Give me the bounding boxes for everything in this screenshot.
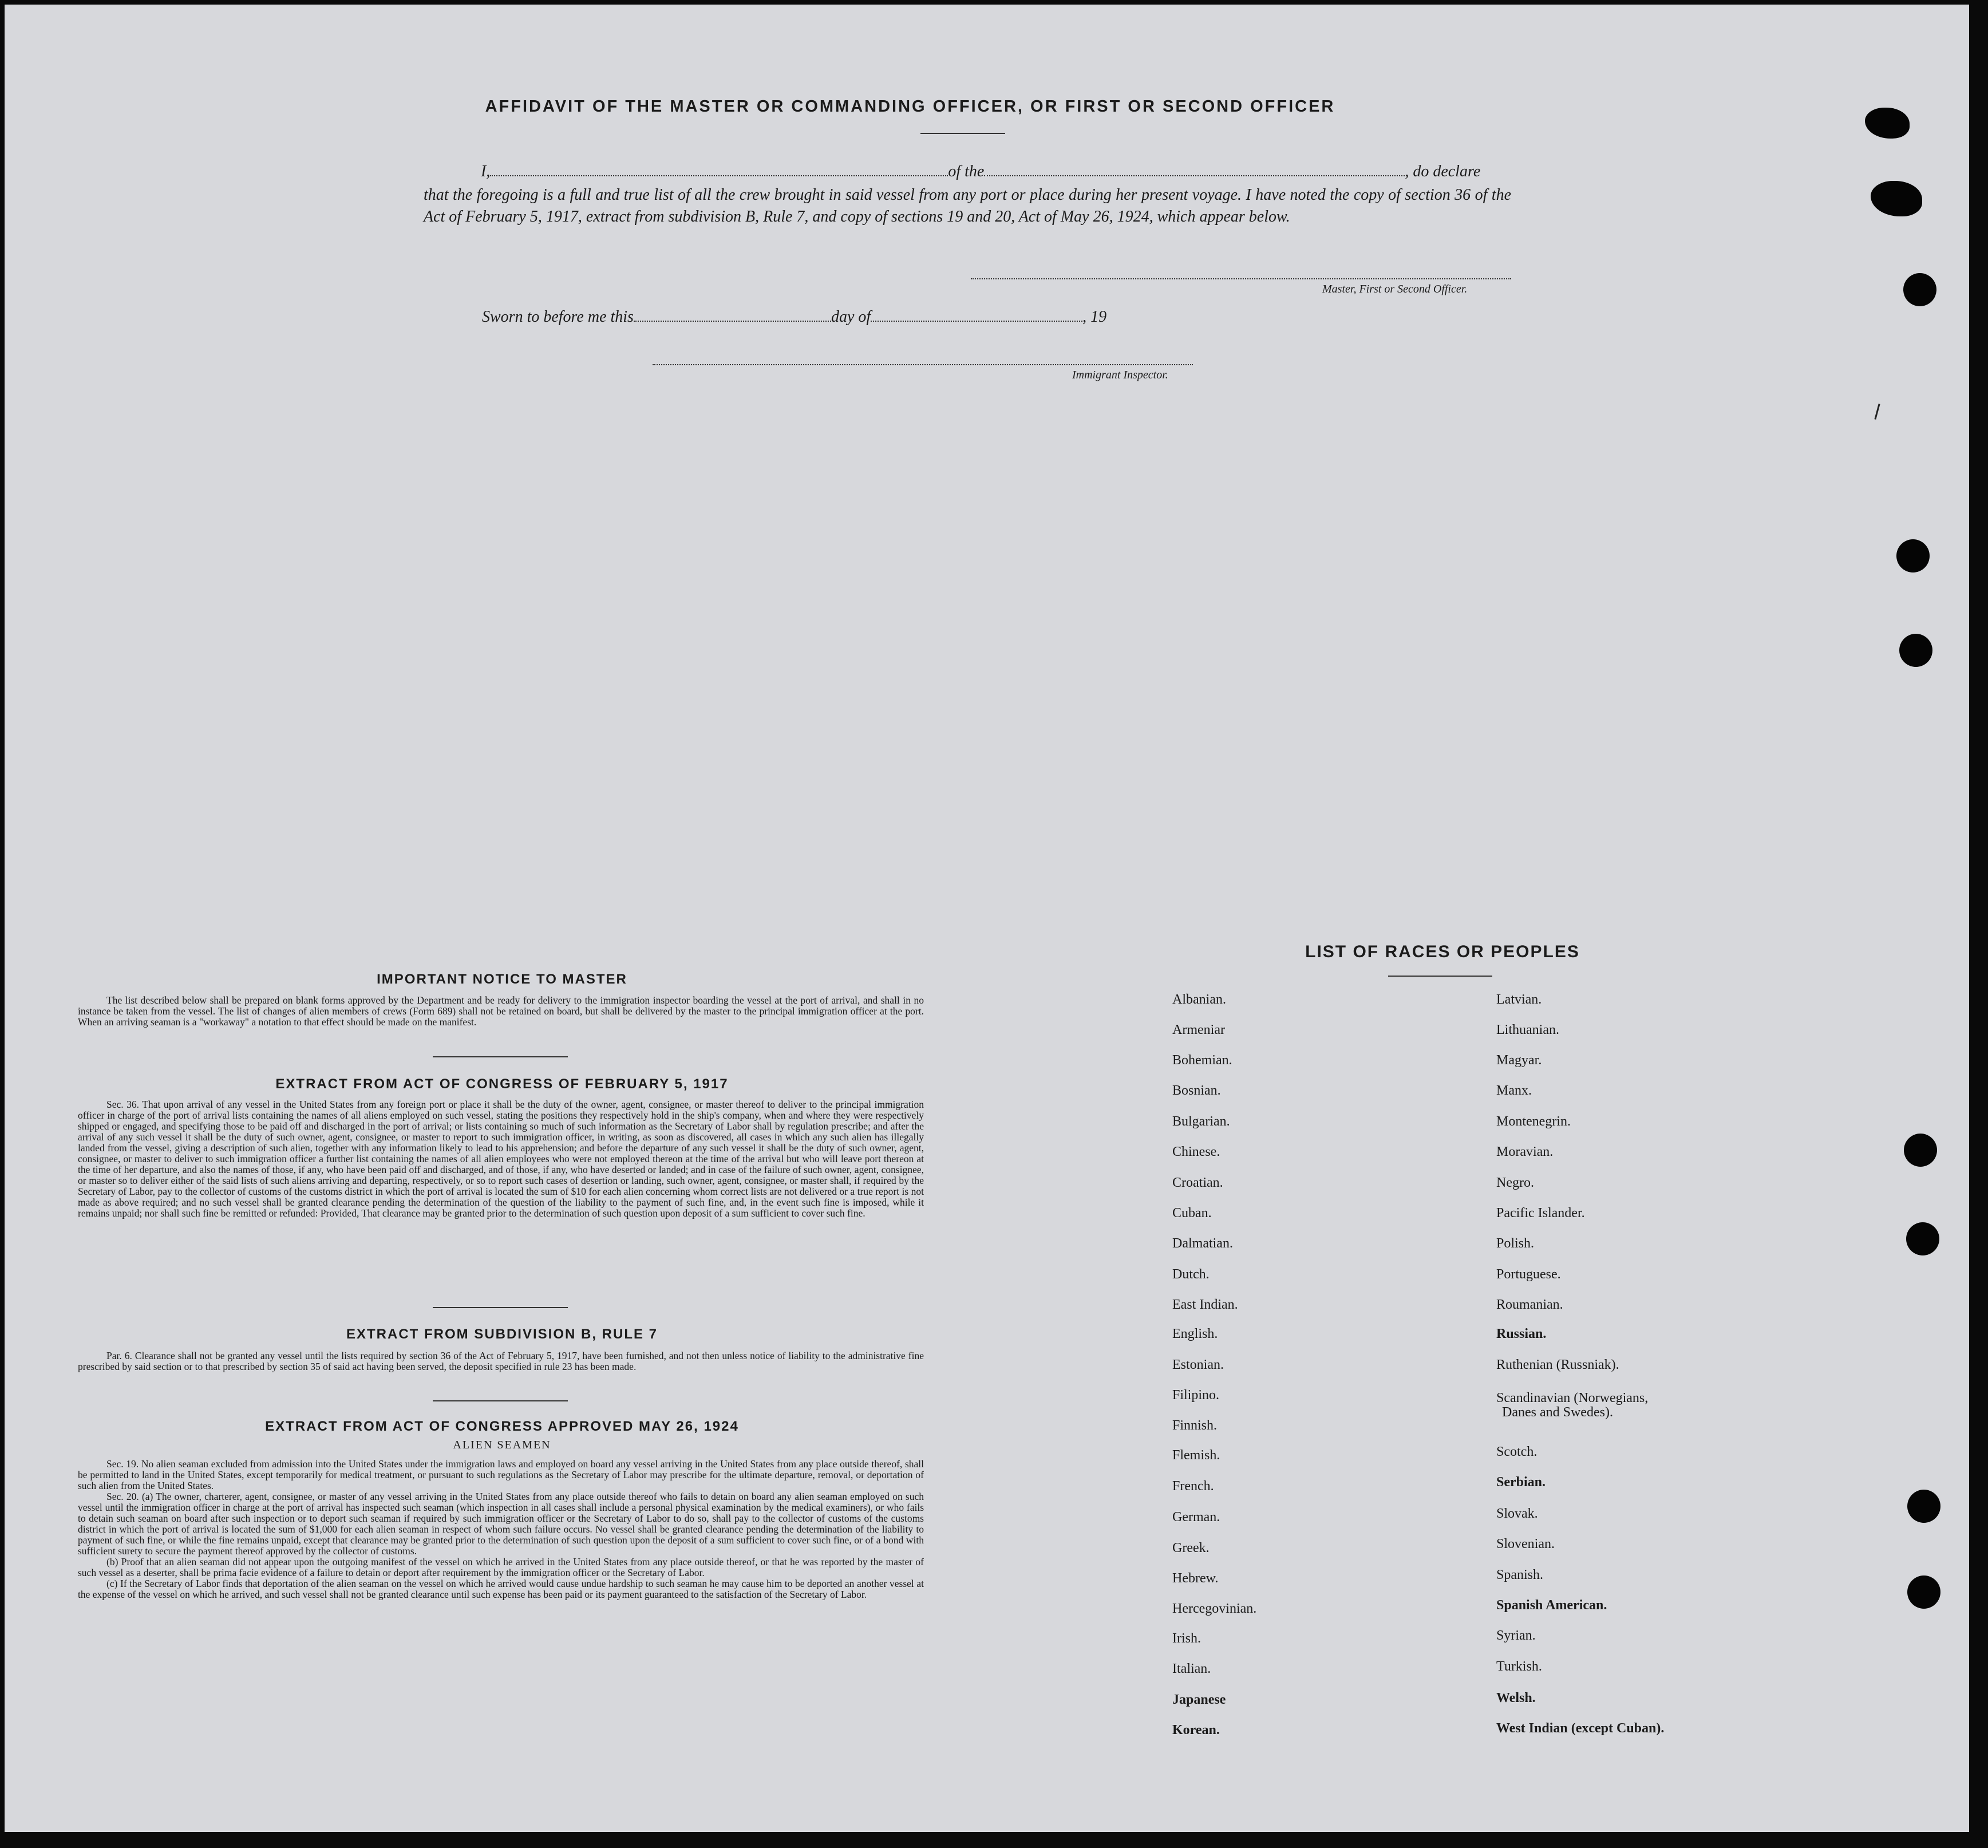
extract-1917-rule [433, 1307, 568, 1308]
race-right-item: Spanish American. [1496, 1598, 1607, 1613]
binder-hole-4 [1896, 539, 1930, 572]
races-rule [1388, 976, 1492, 977]
race-left-item: Bulgarian. [1172, 1114, 1230, 1129]
extract-1924-body [78, 1459, 924, 1600]
race-left-item: Estonian. [1172, 1357, 1224, 1372]
race-right-item: Spanish. [1496, 1567, 1544, 1582]
title-rule [920, 133, 1005, 134]
race-left-item: Bosnian. [1172, 1083, 1221, 1098]
race-right-item: Pacific Islander. [1496, 1206, 1585, 1221]
race-right-item: Montenegrin. [1496, 1114, 1571, 1129]
race-left-item: French. [1172, 1479, 1214, 1494]
extract-1917-text: Sec. 36. That upon arrival of any vessel in the United States from any foreign port or place it shall be the duty of the owner, agent, consignee, or master thereof to deliver to the principal immigration officer in charge of the port of arrival lists containing the names of all aliens employed on such vessel, stating the positions they respectively hold in the ship's company, when and where they were respectively shipped or engaged, and specifying those to be paid off and discharged in the port of arrival; or lists containing so much of such information as the Secretary of Labor shall by regulation prescribe; and after the arrival of any such vessel it shall be the duty of such owner, agent, consignee, or master to report to such immigration officer, in writing, as soon as discovered, all cases in which any such alien has illegally landed from the vessel, giving a description of such alien, together with any information likely to lead to his apprehension; and before the departure of any such vessel it shall be the duty of such owner, agent, consignee, or master to deliver to such immigration officer a further list containing the names of all alien employees who were not employed thereon at the time of the arrival but who will leave port thereon at the time of her departure, and also the names of those, if any, who have been paid off and discharged, and of those, if any, who have deserted or landed; and in case of the failure of such owner, agent, consignee, or master so to deliver either of the said lists of such aliens arriving and departing, respectively, or so to report such cases of desertion or landing, such owner, agent, consignee, or master shall, if required by the Secretary of Labor, pay to the collector of customs of the customs district in which the port of arrival is located the sum of $10 for each alien concerning whom correct lists are not delivered or a true report is not made as above required; and no such vessel shall be granted clearance pending the determination of the question of the liability to the payment of such fine, and, in the event such fine is imposed, while it remains unpaid; nor shall such fine be remitted or refunded: Provided, That clearance may be granted prior to the determination of such question upon deposit of a sum sufficient to cover such fine. [78, 1099, 924, 1219]
race-right-item: Magyar. [1496, 1053, 1542, 1068]
race-right-item: Russian. [1496, 1326, 1547, 1341]
binder-hole-7 [1906, 1222, 1939, 1255]
pencil-tick [1874, 404, 1880, 420]
race-left-item: Cuban. [1172, 1206, 1212, 1221]
races-title: LIST OF RACES OR PEOPLES [1305, 942, 1580, 961]
notice-rule [433, 1056, 568, 1057]
race-left-item: Irish. [1172, 1631, 1201, 1646]
race-left-item: Bohemian. [1172, 1053, 1232, 1068]
sec20b-text: (b) Proof that an alien seaman did not appear upon the outgoing manifest of the vessel on which he arrived in the United States from any place outside thereof, or that he was reported by the master of such vessel as a deserter, shall be prima facie evidence of a failure to detain or deport after requirement by the immigration officer or the Secretary of Labor. [78, 1556, 924, 1578]
race-left-item: Armeniar [1172, 1022, 1225, 1037]
extract-1917-body [78, 1099, 924, 1219]
vessel-field[interactable] [984, 161, 1405, 176]
rule7-body [78, 1351, 924, 1372]
race-right-item: Danes and Swedes). [1502, 1405, 1613, 1420]
affidavit-of-the-label: of the [948, 163, 985, 180]
master-signature-caption: Master, First or Second Officer. [1322, 283, 1468, 295]
race-right-item: Roumanian. [1496, 1297, 1563, 1312]
scan-border-top [0, 0, 1988, 5]
race-left-item: Korean. [1172, 1723, 1220, 1738]
race-left-item: Hebrew. [1172, 1571, 1219, 1586]
race-left-item: Chinese. [1172, 1144, 1220, 1159]
race-right-item: Negro. [1496, 1175, 1534, 1190]
alien-seamen-subtitle: ALIEN SEAMEN [453, 1439, 551, 1451]
day-of-label: day of [831, 308, 871, 326]
binder-hole-2 [1871, 181, 1922, 216]
race-right-item: Scandinavian (Norwegians, [1496, 1391, 1649, 1405]
race-left-item: Dalmatian. [1172, 1236, 1233, 1251]
extract-1924-title: EXTRACT FROM ACT OF CONGRESS APPROVED MAY 26, 1924 [265, 1419, 739, 1434]
race-left-item: Italian. [1172, 1661, 1211, 1676]
name-field[interactable] [490, 161, 948, 176]
affidavit-text: that the foregoing is a full and true list of all the crew brought in said vessel from any port or place during her present voyage. I have noted the copy of section 36 of the Act of February 5, 1917, extract from subdivision B, Rule 7, and copy of sections 19 and 20, Act of May 26, 1924, which appear below. [424, 186, 1511, 226]
year-label: , 19 [1082, 308, 1107, 326]
rule7-rule [433, 1400, 568, 1401]
race-left-item: German. [1172, 1510, 1220, 1525]
binder-hole-1 [1865, 108, 1910, 139]
master-signature-line[interactable] [971, 278, 1511, 279]
race-left-item: Hercegovinian. [1172, 1601, 1257, 1616]
rule7-text: Par. 6. Clearance shall not be granted any vessel until the lists required by section 36 of the Act of February 5, 1917, have been furnished, and not then unless notice of liability to the administrative fine prescribed by said section or to that prescribed by section 35 of said act having been served, the deposit specified in rule 23 has been made. [78, 1350, 924, 1372]
race-right-item: Ruthenian (Russniak). [1496, 1357, 1619, 1372]
sworn-line [482, 307, 1106, 326]
race-left-item: East Indian. [1172, 1297, 1238, 1312]
notice-body [78, 995, 924, 1028]
sec20a-text: Sec. 20. (a) The owner, charterer, agent, consignee, or master of any vessel arriving in the United States from any place outside thereof who fails to detain on board any alien seaman employed on such vessel until the immigration officer in charge at the port of arrival has inspected such seaman (which inspection in all cases shall include a personal physical examination by the medical examiners), or who fails to detain such seaman on board after such inspection or to deport such seaman if required by such immigration officer or the Secretary of Labor to do so, shall pay to the collector of customs of the customs district in which the port of arrival is located the sum of $1,000 for each alien seaman in respect of whom such failure occurs. No vessel shall be granted clearance pending the determination of the liability to payment of such fine, or while the fine remains unpaid, except that clearance may be granted prior to the determination of such question upon the deposit of a sum sufficient to cover such fine, or of a bond with sufficient surety to secure the payment thereof approved by the collector of customs. [78, 1491, 924, 1557]
scan-border-left [0, 0, 5, 1848]
sworn-month-field[interactable] [871, 307, 1082, 322]
sworn-label: Sworn to before me this [482, 308, 634, 326]
race-right-item: Lithuanian. [1496, 1022, 1559, 1037]
race-right-item: Syrian. [1496, 1628, 1536, 1643]
race-right-item: Turkish. [1496, 1659, 1542, 1674]
sec20c-text: (c) If the Secretary of Labor finds that deportation of the alien seaman on the vessel on which he arrived would cause undue hardship to such seaman he may cause him to be deported an another vessel at the expense of the vessel on which he arrived, and such vessel shall not be granted clearance until such expense has been paid or its payment guaranteed to the satisfaction of the Secretary of Labor. [78, 1578, 924, 1600]
scan-border-bottom [0, 1832, 1988, 1848]
binder-hole-3 [1903, 273, 1936, 306]
race-left-item: Japanese [1172, 1692, 1226, 1707]
race-right-item: Latvian. [1496, 992, 1542, 1007]
race-left-item: Croatian. [1172, 1175, 1223, 1190]
inspector-caption: Immigrant Inspector. [1072, 369, 1168, 381]
affidavit-line-declare [481, 161, 1480, 181]
race-right-item: Portuguese. [1496, 1267, 1561, 1282]
binder-hole-8 [1907, 1490, 1940, 1523]
race-right-item: Serbian. [1496, 1475, 1546, 1490]
notice-text: The list described below shall be prepared on blank forms approved by the Department and be ready for delivery to the immigration inspector boarding the vessel at the port of arrival, and shall in no instance be taken from the vessel. The list of changes of alien members of crews (Form 689) shall not be retained on board, but shall be delivered by the master to the principal immigration officer at the port. When an arriving seaman is a "workaway" a notation to that effect should be made on the manifest. [78, 994, 924, 1028]
rule7-title: EXTRACT FROM SUBDIVISION B, RULE 7 [346, 1326, 658, 1342]
race-right-item: Slovak. [1496, 1506, 1538, 1521]
race-right-item: Scotch. [1496, 1444, 1538, 1459]
affidavit-declare-label: , do declare [1405, 163, 1481, 180]
affidavit-i-label: I, [481, 163, 491, 180]
race-left-item: English. [1172, 1326, 1218, 1341]
race-right-item: West Indian (except Cuban). [1496, 1721, 1665, 1736]
sworn-day-field[interactable] [634, 307, 831, 322]
inspector-signature-line[interactable] [653, 364, 1193, 365]
race-right-item: Slovenian. [1496, 1537, 1555, 1551]
affidavit-body [424, 184, 1511, 228]
race-right-item: Welsh. [1496, 1691, 1536, 1705]
binder-hole-9 [1907, 1575, 1940, 1609]
race-left-item: Filipino. [1172, 1388, 1220, 1403]
scan-border-right [1969, 0, 1988, 1848]
race-left-item: Flemish. [1172, 1448, 1220, 1463]
race-left-item: Finnish. [1172, 1418, 1218, 1433]
race-right-item: Manx. [1496, 1083, 1532, 1098]
notice-title: IMPORTANT NOTICE TO MASTER [377, 972, 627, 987]
extract-1917-title: EXTRACT FROM ACT OF CONGRESS OF FEBRUARY 5, 1917 [275, 1076, 729, 1092]
sec19-text: Sec. 19. No alien seaman excluded from admission into the United States under the immigration laws and employed on board any vessel arriving in the United States from any place outside thereof, shall be permitted to land in the United States, except temporarily for medical treatment, or pursuant to such regulations as the Secretary of Labor may prescribe for the ultimate departure, removal, or deportation of such alien from the United States. [78, 1458, 924, 1491]
race-right-item: Polish. [1496, 1236, 1535, 1251]
race-left-item: Albanian. [1172, 992, 1226, 1007]
race-right-item: Moravian. [1496, 1144, 1554, 1159]
affidavit-title: AFFIDAVIT OF THE MASTER OR COMMANDING OFFICER, OR FIRST OR SECOND OFFICER [485, 97, 1335, 116]
binder-hole-5 [1899, 634, 1932, 667]
binder-hole-6 [1904, 1134, 1937, 1167]
race-left-item: Greek. [1172, 1541, 1210, 1555]
race-left-item: Dutch. [1172, 1267, 1210, 1282]
